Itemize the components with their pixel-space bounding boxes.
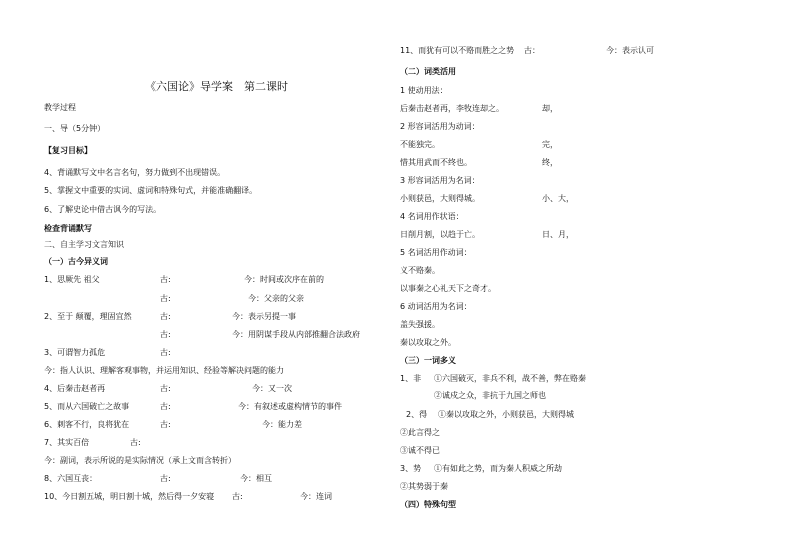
- usage-heading: 4 名词用作状语：: [400, 212, 464, 221]
- special-sentence-heading: （四）特殊句型: [400, 500, 456, 509]
- self-study-heading: 二、自主学习文言知识: [44, 240, 124, 249]
- vocab-item-gu: 古:: [160, 312, 171, 321]
- vocab-item-gu: 古:: [160, 420, 171, 429]
- word-class-heading: （二）词类活用: [400, 67, 456, 76]
- usage-answer: 小、大，: [542, 194, 574, 203]
- vocab-item-jin: 今：能力差: [262, 420, 302, 429]
- goal-item: 6、了解史论中借古讽今的写法。: [44, 205, 162, 214]
- check-recite-heading: 检查背诵默写: [44, 224, 92, 233]
- usage-example: 义不赂秦。: [400, 266, 440, 275]
- usage-answer: 却，: [542, 104, 558, 113]
- vocab-item-jin: 今：时间或次序在前的: [244, 275, 324, 284]
- usage-answer: 完，: [542, 140, 558, 149]
- goal-item: 4、背诵默写文中名言名句，努力做到不出现错误。: [44, 168, 226, 177]
- usage-example: 秦以攻取之外。: [400, 338, 456, 347]
- usage-heading: 2 形容词活用为动词：: [400, 122, 480, 131]
- usage-example: 惜其用武而不终也。: [400, 158, 472, 167]
- usage-heading: 5 名词活用作动词：: [400, 248, 472, 257]
- vocab-item-gu: 古:: [160, 294, 171, 303]
- vocab-item-text: 6、刺客不行，良将犹在: [44, 420, 130, 429]
- review-goals-heading: 【复习目标】: [44, 146, 92, 155]
- vocab-item-gu: 古:: [130, 438, 141, 447]
- vocab-item-text: 10、今日割五城，明日割十城，然后得一夕安寝: [44, 492, 215, 501]
- vocab-item-text: 5、而从六国破亡之故事: [44, 402, 130, 411]
- vocab-item-jin: 今：相互: [240, 474, 272, 483]
- usage-example: 日削月割，以趋于亡。: [400, 230, 480, 239]
- vocab-item-jin: 今：指人认识、理解客观事物，并运用知识、经验等解决问题的能力: [44, 366, 284, 375]
- vocab-item-gu: 古:: [160, 348, 171, 357]
- section-teaching-process: 教学过程: [44, 103, 76, 112]
- vocab-item-jin: 今：又一次: [252, 384, 292, 393]
- goal-item: 5、掌握文中重要的实词、虚词和特殊句式，并能准确翻译。: [44, 186, 258, 195]
- vocab-item-gu: 古:: [160, 384, 171, 393]
- vocab-item-jin: 今：表示认可: [606, 46, 654, 55]
- vocab-item-jin: 今：有叙述或虚构情节的事件: [238, 402, 342, 411]
- polysemy-example: ③诚不得已: [400, 446, 440, 455]
- polysemy-heading: （三）一词多义: [400, 356, 456, 365]
- vocab-item-text: 8、六国互丧：: [44, 474, 98, 483]
- vocab-item-text: 11、而犹有可以不赂而胜之之势: [400, 46, 515, 55]
- polysemy-example: ①有如此之势，而为秦人积威之所劫: [434, 464, 562, 473]
- polysemy-example: ②此言得之: [400, 428, 440, 437]
- usage-answer: 终，: [542, 158, 558, 167]
- usage-example: 后秦击赵者再，李牧连却之。: [400, 104, 504, 113]
- usage-example: 盖失强援。: [400, 320, 440, 329]
- vocab-item-jin: 今：用阴谋手段从内部推翻合法政府: [232, 330, 360, 339]
- vocab-item-gu: 古:: [160, 275, 171, 284]
- usage-example: 以事秦之心礼天下之奇才。: [400, 284, 496, 293]
- usage-example: 不能独完。: [400, 140, 440, 149]
- usage-heading: 6 动词活用为名词：: [400, 302, 472, 311]
- vocab-item-gu: 古:: [160, 474, 171, 483]
- vocab-item-jin: 今：副词，表示所说的是实际情况（承上文而含转折）: [44, 456, 236, 465]
- usage-heading: 3 形容词活用为名词：: [400, 176, 480, 185]
- vocab-item-gu: 古:: [232, 492, 243, 501]
- vocab-item-text: 1、思厥先 祖父: [44, 275, 100, 284]
- polysemy-word: 3、势: [400, 464, 422, 473]
- vocab-item-jin: 今：连词: [300, 492, 332, 501]
- polysemy-word: 1、非: [400, 374, 422, 383]
- section-lead-in: 一、导（5分钟）: [44, 124, 106, 133]
- usage-example: 小则获邑，大则得城。: [400, 194, 480, 203]
- vocab-item-gu: 古:: [160, 402, 171, 411]
- ancient-modern-heading: （一）古今异义词: [44, 257, 108, 266]
- vocab-item-jin: 今：表示另提一事: [232, 312, 296, 321]
- polysemy-example: ①六国破灭，非兵不利，战不善，弊在赂秦: [434, 374, 586, 383]
- polysemy-word: 2、得: [406, 410, 428, 419]
- vocab-item-text: 2、至于 颠覆，理固宜然: [44, 312, 132, 321]
- vocab-item-text: 3、可谓智力孤危: [44, 348, 106, 357]
- polysemy-example: ②其势弱于秦: [400, 482, 448, 491]
- polysemy-example: ①秦以攻取之外，小则获邑，大则得城: [438, 410, 574, 419]
- vocab-item-text: 4、后秦击赵者再: [44, 384, 106, 393]
- usage-answer: 日、月，: [542, 230, 574, 239]
- vocab-item-gu: 古:: [160, 330, 171, 339]
- vocab-item-text: 7、其实百倍: [44, 438, 90, 447]
- vocab-item-gu: 古：: [524, 46, 540, 55]
- vocab-item-jin: 今：父亲的父亲: [248, 294, 304, 303]
- usage-heading: 1 使动用法：: [400, 86, 448, 95]
- page-title: 《六国论》导学案 第二课时: [145, 80, 288, 93]
- polysemy-example: ②诚戍之众，非抗于九国之师也: [434, 391, 546, 400]
